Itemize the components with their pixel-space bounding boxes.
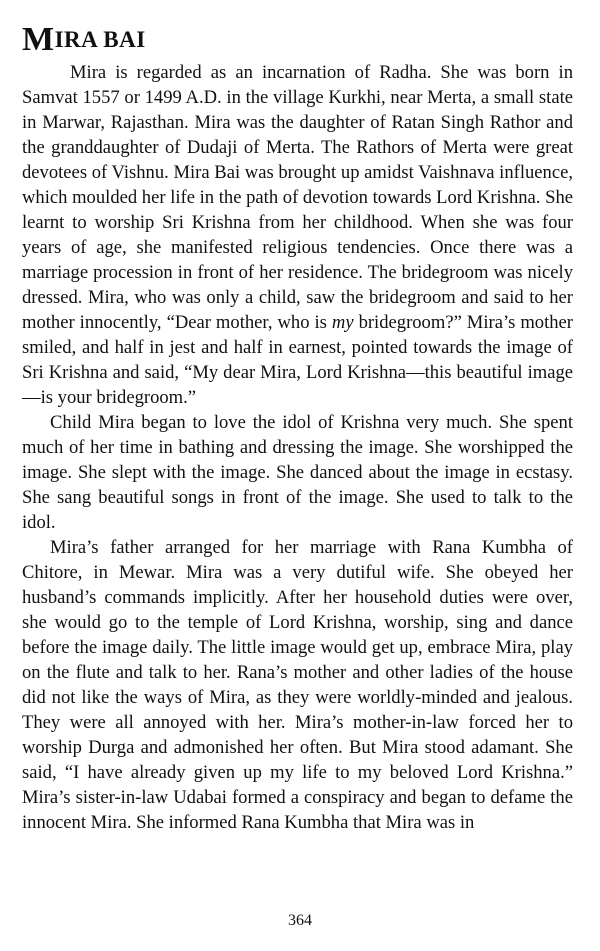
chapter-title [22,20,573,60]
page-number: 364 [288,912,312,929]
chapter-title-initial: M [22,21,55,58]
paragraph-2: Child Mira began to love the idol of Krishna very much. She spent much of her time in bathing and dressing the image. She worshipped the image. She slept with the image. She danced about the image in ecstasy. She sang beautiful songs in front of the image. She used to talk to the idol. [22,412,573,533]
book-page [22,14,573,944]
paragraph-1 [22,60,573,410]
paragraph-3: Mira’s father arranged for her marriage with Rana Kumbha of Chitore, in Mewar. Mira was a very dutiful wife. She obeyed her husband’s commands implicitly. After her household duties were over, she would go to the temple of Lord Krishna, worship, sing and dance before the image daily. The little image would get up, embrace Mira, play on the flute and talk to her. Rana’s mother and other ladies of the house did not like the ways of Mira, as they were worldly-minded and jealous. They were all annoyed with her. Mira’s mother-in-law forced her to worship Durga and admonished her often. But Mira stood adamant. She said, “I have already given up my life to my beloved Lord Krishna.” Mira’s sister-in-law Udabai formed a conspiracy and began to defame the innocent Mira. She informed Rana Kumbha that Mira was in [22,537,573,833]
chapter-title-rest: IRA BAI [54,27,146,52]
paragraph-1-text-b: bridegroom?” Mira’s mother smiled, and half in jest and half in earnest, pointed towards the image of Sri Krishna and said, “My dear Mira, Lord Krishna—this beautiful image—is your bridegroom.” [22,312,574,408]
paragraph-1-text-a: Mira is regarded as an incarnation of Radha. She was born in Samvat 1557 or 1499 A.D. in the village Kurkhi, near Merta, a small state in Marwar, Rajasthan. Mira was the daughter of Ratan Singh Rathor and the granddaughter of Dudaji of Merta. The Rathors of Merta were great devotees of Vishnu. Mira Bai was brought up amidst Vaishnava influence, which moulded her life in the path of devotion towards Lord Krishna. She learnt to worship Sri Krishna from her childhood. When she was four years of age, she manifested religious tendencies. Once there was a marriage procession in front of her residence. The bridegroom was nicely dressed. Mira, who was only a child, saw the bridegroom and said to her mother innocently, “Dear mother, who is [22,62,573,333]
paragraph-1-emphasis: my [331,312,354,333]
